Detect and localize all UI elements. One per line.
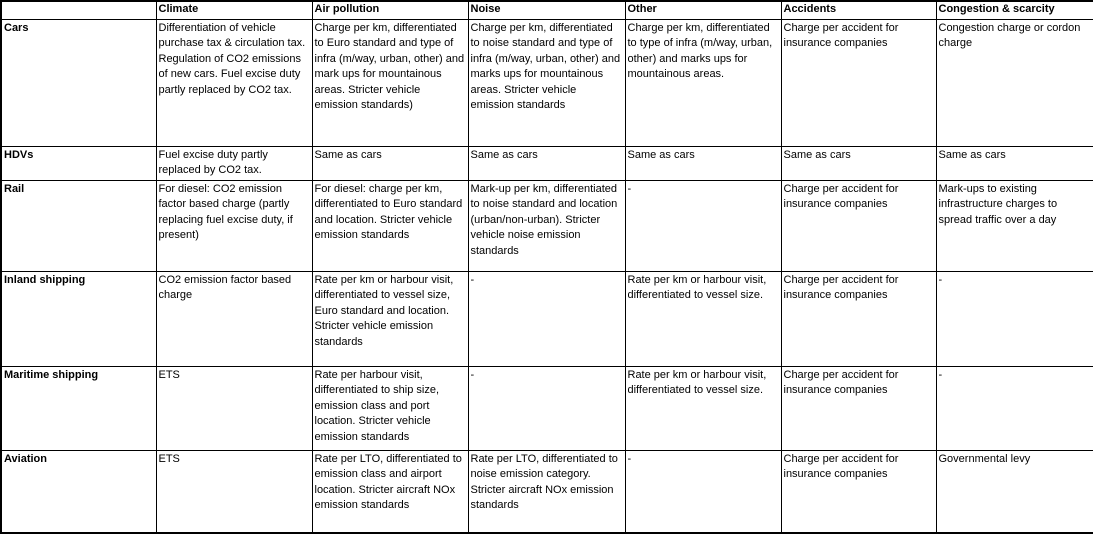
cell-rail-climate: For diesel: CO2 emission factor based charge (partly replacing fuel excise duty, if present) — [156, 180, 312, 271]
column-header-accidents: Accidents — [781, 1, 936, 19]
cell-hdvs-congestion: Same as cars — [936, 146, 1093, 180]
cell-inland-noise: - — [468, 271, 625, 366]
cell-cars-noise: Charge per km, differentiated to noise standard and type of infra (m/way, urban, other) and marks ups for mountainous areas. Stricter vehicle emission standards — [468, 19, 625, 146]
row-label-aviation: Aviation — [1, 450, 156, 533]
cell-rail-accidents: Charge per accident for insurance companies — [781, 180, 936, 271]
row-label-maritime-shipping: Maritime shipping — [1, 366, 156, 450]
cell-maritime-air-pollution: Rate per harbour visit, differentiated to ship size, emission class and port location. Stricter vehicle emission standards — [312, 366, 468, 450]
row-label-cars: Cars — [1, 19, 156, 146]
cell-rail-noise: Mark-up per km, differentiated to noise standard and location (urban/non-urban). Stricter vehicle noise emission standards — [468, 180, 625, 271]
cell-rail-air-pollution: For diesel: charge per km, differentiated to Euro standard and location. Stricter vehicle emission standards — [312, 180, 468, 271]
table-row-inland-shipping — [1, 271, 1093, 366]
table-row-maritime-shipping — [1, 366, 1093, 450]
cell-hdvs-noise: Same as cars — [468, 146, 625, 180]
cell-aviation-accidents: Charge per accident for insurance companies — [781, 450, 936, 533]
cell-aviation-climate: ETS — [156, 450, 312, 533]
cell-hdvs-climate: Fuel excise duty partly replaced by CO2 tax. — [156, 146, 312, 180]
cell-hdvs-other: Same as cars — [625, 146, 781, 180]
cell-maritime-climate: ETS — [156, 366, 312, 450]
cell-hdvs-accidents: Same as cars — [781, 146, 936, 180]
table-row-rail — [1, 180, 1093, 271]
cell-aviation-air-pollution: Rate per LTO, differentiated to emission class and airport location. Stricter aircraft NOx emission standards — [312, 450, 468, 533]
cell-aviation-noise: Rate per LTO, differentiated to noise emission category. Stricter aircraft NOx emission standards — [468, 450, 625, 533]
cell-rail-other: - — [625, 180, 781, 271]
row-label-hdvs: HDVs — [1, 146, 156, 180]
column-header-air-pollution: Air pollution — [312, 1, 468, 19]
cell-inland-air-pollution: Rate per km or harbour visit, differentiated to vessel size, Euro standard and location. Stricter vehicle emission standards — [312, 271, 468, 366]
table-row-hdvs — [1, 146, 1093, 180]
cell-maritime-congestion: - — [936, 366, 1093, 450]
cell-inland-accidents: Charge per accident for insurance companies — [781, 271, 936, 366]
cell-inland-climate: CO2 emission factor based charge — [156, 271, 312, 366]
cell-aviation-congestion: Governmental levy — [936, 450, 1093, 533]
cell-cars-congestion: Congestion charge or cordon charge — [936, 19, 1093, 146]
cell-hdvs-air-pollution: Same as cars — [312, 146, 468, 180]
cell-maritime-accidents: Charge per accident for insurance companies — [781, 366, 936, 450]
cell-cars-climate: Differentiation of vehicle purchase tax & circulation tax. Regulation of CO2 emissions of new cars. Fuel excise duty partly replaced by CO2 tax. — [156, 19, 312, 146]
column-header-other: Other — [625, 1, 781, 19]
table-row-cars — [1, 19, 1093, 146]
cell-inland-other: Rate per km or harbour visit, differentiated to vessel size. — [625, 271, 781, 366]
column-header-blank — [1, 1, 156, 19]
cell-cars-air-pollution: Charge per km, differentiated to Euro standard and type of infra (m/way, urban, other) and mark ups for mountainous areas. Stricter vehicle emission standards) — [312, 19, 468, 146]
cell-cars-accidents: Charge per accident for insurance companies — [781, 19, 936, 146]
cell-rail-congestion: Mark-ups to existing infrastructure charges to spread traffic over a day — [936, 180, 1093, 271]
column-header-noise: Noise — [468, 1, 625, 19]
row-label-rail: Rail — [1, 180, 156, 271]
column-header-congestion-scarcity: Congestion & scarcity — [936, 1, 1093, 19]
cell-maritime-noise: - — [468, 366, 625, 450]
cell-maritime-other: Rate per km or harbour visit, differentiated to vessel size. — [625, 366, 781, 450]
column-header-climate: Climate — [156, 1, 312, 19]
cell-inland-congestion: - — [936, 271, 1093, 366]
header-row — [1, 1, 1093, 19]
table-row-aviation — [1, 450, 1093, 533]
row-label-inland-shipping: Inland shipping — [1, 271, 156, 366]
cell-cars-other: Charge per km, differentiated to type of infra (m/way, urban, other) and marks ups for mountainous areas. — [625, 19, 781, 146]
cell-aviation-other: - — [625, 450, 781, 533]
